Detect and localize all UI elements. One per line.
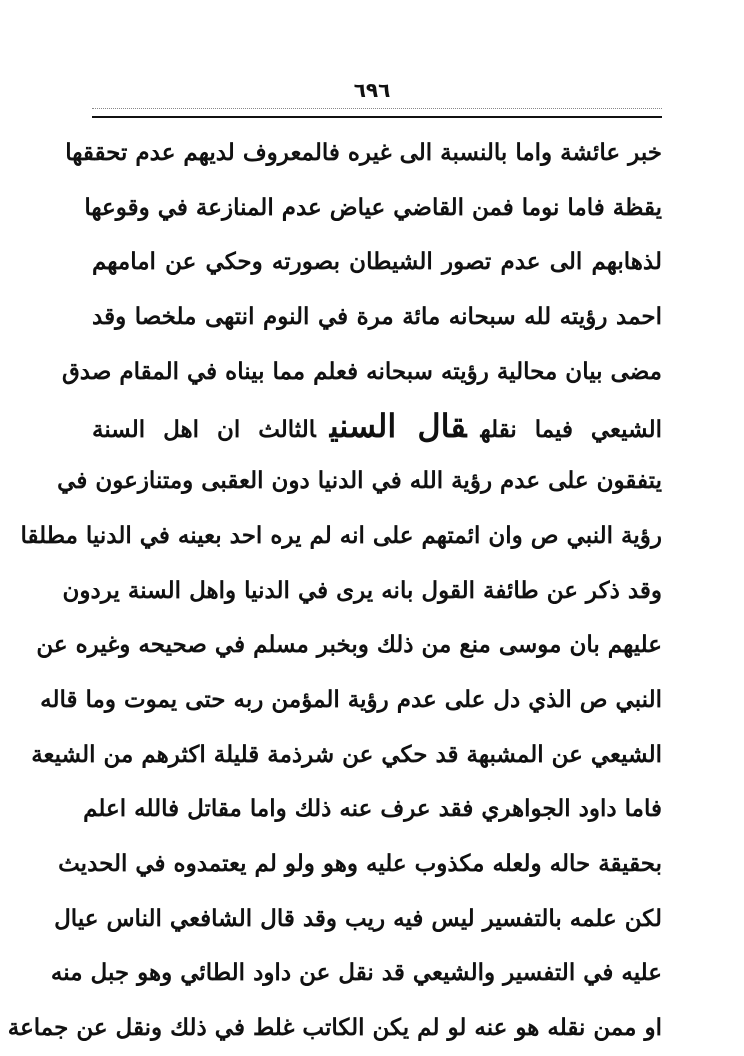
text-line: مضى بيان محالية رؤيته سبحانه فعلم مما بيناه في المقام صدق: [61, 357, 662, 385]
text-line: يقظة فاما نوما فمن القاضي عياض عدم المنازعة في وقوعها: [84, 193, 662, 221]
text-line: وقد ذكر عن طائفة القول بانه يرى في الدنيا واهل السنة يردون: [62, 576, 662, 604]
text-line: عليه في التفسير والشيعي قد نقل عن داود الطائي وهو جبل منه: [50, 959, 662, 987]
text-line: خبر عائشة واما بالنسبة الى غيره فالمعروف لديهم عدم تحققها: [65, 139, 662, 166]
text-segment: الشيعي فيما نقله: [480, 416, 663, 444]
text-line: لذهابهم الى عدم تصور الشيطان بصورته وحكي عن امامهم: [92, 248, 662, 276]
text-line: الشيعي عن المشبهة قد حكي عن شرذمة قليلة اكثرهم من الشيعة: [31, 740, 662, 768]
text-segment: الثالث ان اهل السنة: [92, 416, 316, 444]
header-rule: [92, 116, 662, 118]
text-line: عليهم بان موسى منع من ذلك وبخبر مسلم في صحيحه وغيره عن: [36, 631, 662, 659]
header-dotted-rule: [92, 108, 662, 109]
text-line: فاما داود الجواهري فقد عرف عنه ذلك واما مقاتل فالله اعلم: [83, 795, 662, 823]
text-line: لكن علمه بالتفسير ليس فيه ريب وقد قال الشافعي الناس عيال: [54, 904, 662, 932]
text-line: بحقيقة حاله ولعله مكذوب عليه وهو ولو لم يعتمدوه في الحديث: [58, 849, 662, 877]
text-line: يتفقون على عدم رؤية الله في الدنيا دون العقبى ومتنازعون في: [57, 467, 662, 495]
page-number: ٦٩٦: [353, 78, 391, 102]
text-line: رؤية النبي ص وان ائمتهم على انه لم يره احد بعينه في الدنيا مطلقا: [20, 521, 662, 549]
text-line: احمد رؤيته لله سبحانه مائة مرة في النوم انتهى ملخصا وقد: [92, 303, 662, 331]
text-line: النبي ص الذي دل على عدم رؤية المؤمن ربه حتى يموت وما قاله: [40, 685, 662, 713]
text-line-with-heading: [92, 399, 662, 454]
text-body: [7, 126, 663, 1056]
text-line: او ممن نقله هو عنه لو لم يكن الكاتب غلط في ذلك ونقل عن جماعة: [7, 1014, 662, 1041]
section-heading: قال السني: [329, 407, 467, 446]
